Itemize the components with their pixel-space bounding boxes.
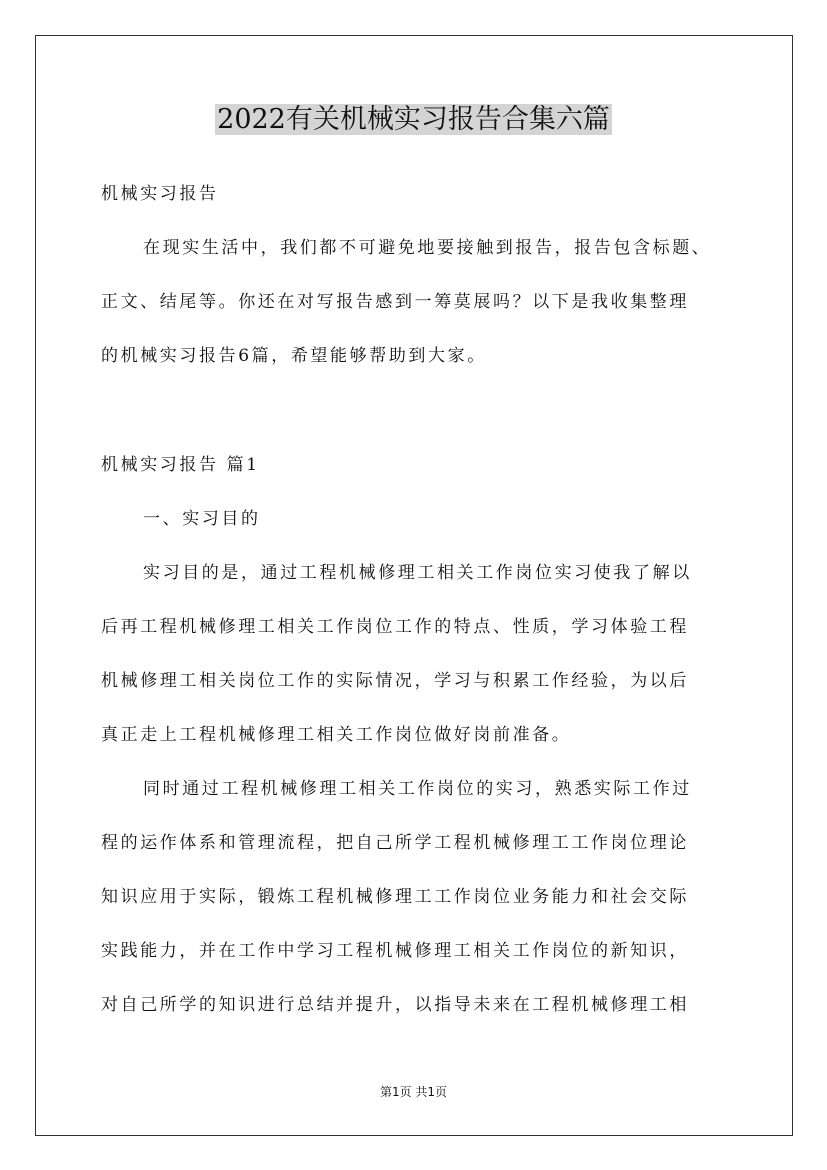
subsection-heading: 一、实习目的 [143,509,261,529]
paragraph-line: 实践能力，并在工作中学习工程机械修理工相关工作岗位的新知识， [101,941,689,961]
paragraph-line: 知识应用于实际，锻炼工程机械修理工工作岗位业务能力和社会交际 [101,887,689,907]
document-title [0,100,827,140]
paragraph-line: 机械修理工相关岗位工作的实际情况，学习与积累工作经验，为以后 [101,671,689,691]
paragraph-line: 后再工程机械修理工相关工作岗位工作的特点、性质，学习体验工程 [101,617,689,637]
paragraph-line: 在现实生活中，我们都不可避免地要接触到报告，报告包含标题、 [143,238,712,258]
section-heading: 机械实习报告 篇1 [101,455,260,475]
paragraph-line: 实习目的是，通过工程机械修理工相关工作岗位实习使我了解以 [143,563,692,583]
title-text: 2022有关机械实习报告合集六篇 [217,104,610,135]
paragraph-line: 对自己所学的知识进行总结并提升，以指导未来在工程机械修理工相 [101,995,689,1015]
paragraph-line: 的机械实习报告6篇，希望能够帮助到大家。 [101,346,487,366]
paragraph-line: 程的运作体系和管理流程，把自己所学工程机械修理工工作岗位理论 [101,833,689,853]
page-number-footer: 第1页 共1页 [379,1085,448,1099]
paragraph-line: 真正走上工程机械修理工相关工作岗位做好岗前准备。 [101,725,572,745]
paragraph-line: 同时通过工程机械修理工相关工作岗位的实习，熟悉实际工作过 [143,779,692,799]
section-heading: 机械实习报告 [101,184,219,204]
paragraph-line: 正文、结尾等。你还在对写报告感到一筹莫展吗？以下是我收集整理 [101,292,689,312]
